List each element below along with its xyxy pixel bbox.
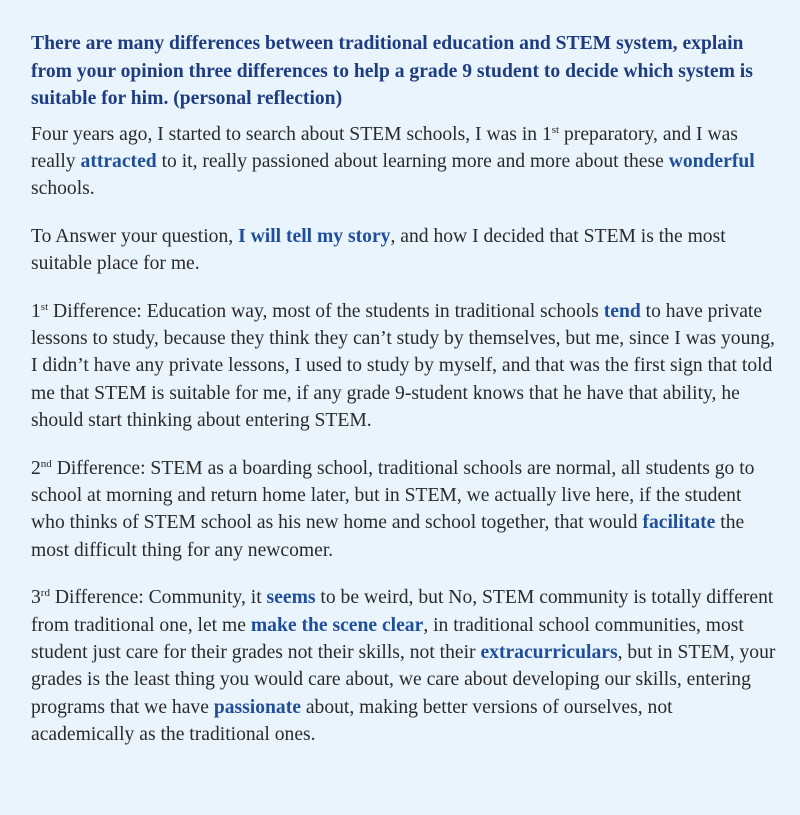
difference-number: 1: [31, 300, 41, 322]
highlighted-word: extracurriculars: [480, 642, 618, 663]
text: about, making better versions of ourselves, not academically as the traditional ones.: [31, 696, 673, 746]
difference-number: 3: [31, 587, 41, 609]
text: schools.: [31, 178, 95, 200]
text: the most difficult thing for any newcomer.: [31, 512, 745, 561]
highlighted-word: attracted: [80, 150, 157, 172]
text: to it, really passioned about learning more and more about these: [156, 150, 669, 172]
question-heading: There are many differences between traditional education and STEM system, explain from your opinion three differences to help a grade 9 student to decide which system is suitable for him. (personal reflection): [31, 33, 753, 109]
ordinal-suffix: rd: [40, 587, 50, 600]
paragraph-answer: [31, 223, 776, 278]
text: Four years ago, I started to search about STEM schools, I was in 1: [31, 123, 552, 145]
paragraph-difference-1: [31, 298, 776, 435]
highlighted-word: seems: [266, 587, 316, 609]
text: preparatory, and I was really: [31, 123, 738, 172]
text: to be weird, but No, STEM community is totally different from traditional one, let me: [31, 587, 774, 636]
text: Difference: STEM as a boarding school, traditional schools are normal, all students go to school at morning and return home later, but in STEM, we actually live here, if the student who thinks of STEM school as his new home and school together, that would: [31, 457, 755, 534]
highlighted-word: facilitate: [642, 512, 716, 534]
text: , in traditional school communities, most student just care for their grades not their skills, not their: [31, 614, 744, 663]
paragraph-difference-2: [31, 455, 776, 565]
highlighted-word: tend: [603, 300, 641, 322]
ordinal-suffix: st: [40, 300, 49, 313]
text: Difference: Education way, most of the students in traditional schools: [48, 300, 604, 322]
difference-number: 2: [31, 457, 41, 479]
text: Difference: Community, it: [49, 587, 267, 609]
highlighted-word: wonderful: [668, 150, 755, 172]
highlighted-phrase: I will tell my story: [238, 225, 391, 247]
ordinal-suffix: st: [551, 123, 560, 136]
highlighted-phrase: make the scene clear: [250, 614, 424, 636]
ordinal-suffix: nd: [40, 457, 52, 470]
text: , and how I decided that STEM is the most suitable place for me.: [31, 225, 726, 275]
highlighted-word: passionate: [213, 696, 301, 718]
paragraph-intro: [31, 121, 776, 203]
text: , but in STEM, your grades is the least thing you would care about, we care about developing our skills, entering programs that we have: [31, 642, 776, 718]
paragraph-difference-3: [31, 584, 776, 748]
text: to have private lessons to study, because they think they can’t study by themselves, but me, since I was young, I didn’t have any private lessons, I used to study by myself, and that was the first sign that told me that STEM is suitable for me, if any grade 9-student knows that he have that ability, he should start thinking about entering STEM.: [31, 300, 775, 432]
text: To Answer your question,: [31, 225, 239, 247]
